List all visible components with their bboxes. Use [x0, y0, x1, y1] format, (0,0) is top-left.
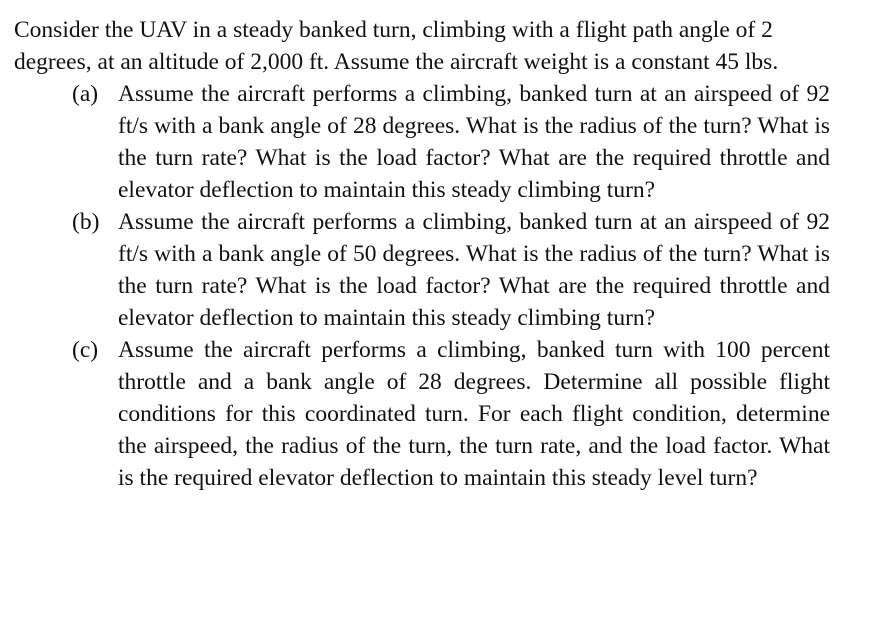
part-text: Assume the aircraft performs a climbing, banked turn at an airspeed of 92 ft/s with a bank angle of 50 degrees. What is the radius of the turn? What is the turn rate? What is the load factor? What are the required throttle and elevator deflection to maintain this steady climbing turn?	[118, 209, 830, 331]
part-label: (b)	[72, 209, 100, 235]
problem-parts-list	[14, 78, 830, 494]
problem-part-b	[14, 206, 830, 334]
part-label: (a)	[72, 81, 99, 107]
part-text: Assume the aircraft performs a climbing, banked turn with 100 percent throttle and a bank angle of 28 degrees. Determine all possible flight conditions for this coordinated turn. For each flight condition, determine the airspeed, the radius of the turn, the turn rate, and the load factor. What is the required elevator deflection to maintain this steady level turn?	[118, 337, 830, 491]
problem-part-a	[14, 78, 830, 206]
part-label: (c)	[72, 337, 99, 363]
problem-statement	[14, 14, 830, 494]
part-text: Assume the aircraft performs a climbing, banked turn at an airspeed of 92 ft/s with a bank angle of 28 degrees. What is the radius of the turn? What is the turn rate? What is the load factor? What are the required throttle and elevator deflection to maintain this steady climbing turn?	[118, 81, 830, 203]
problem-part-c	[14, 334, 830, 494]
problem-intro: Consider the UAV in a steady banked turn, climbing with a flight path angle of 2 degrees, at an altitude of 2,000 ft. Assume the aircraft weight is a constant 45 lbs.	[14, 17, 779, 75]
